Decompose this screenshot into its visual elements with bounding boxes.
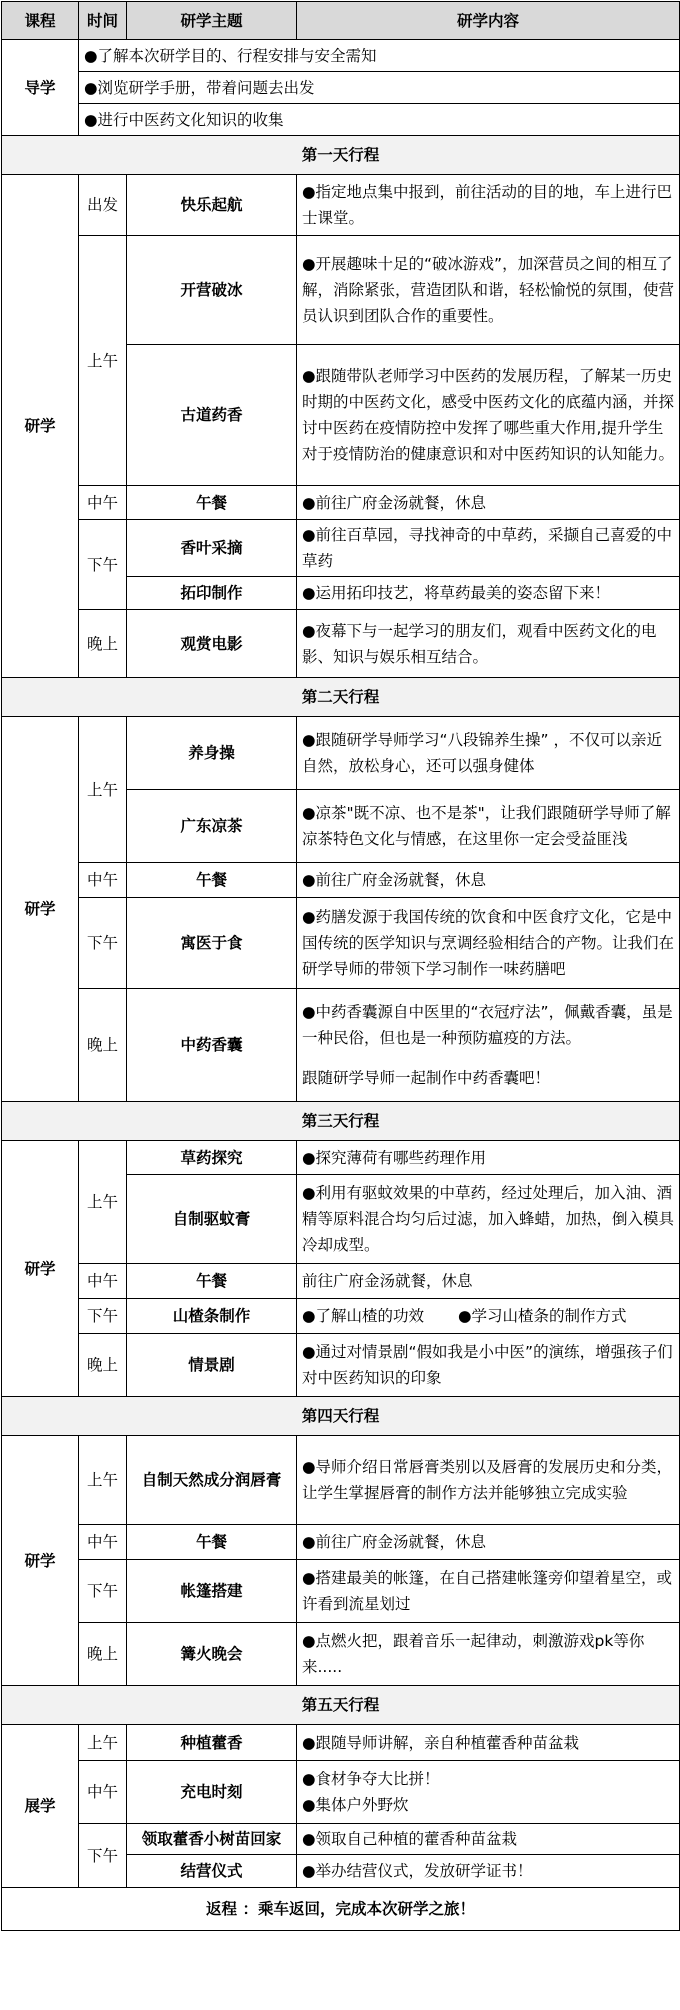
content-cell (297, 1299, 680, 1334)
time-cell: 下午 (79, 1299, 127, 1334)
intro-item: ●了解本次研学目的、行程安排与安全需知 (79, 40, 680, 72)
schedule-row (2, 863, 680, 898)
time-cell: 下午 (79, 520, 127, 610)
content-cell: ●跟随带队老师学习中医药的发展历程，了解某一历史时期的中医药文化，感受中医药文化的底蕴内涵，并探讨中医药在疫情防控中发挥了哪些重大作用,提升学生对于疫情防治的健康意识和对中医药知识的认知能力。 (297, 345, 680, 486)
time-cell: 出发 (79, 175, 127, 236)
theme-cell: 午餐 (127, 1525, 297, 1560)
time-cell: 中午 (79, 863, 127, 898)
schedule-row (2, 1761, 680, 1824)
time-cell: 中午 (79, 1761, 127, 1824)
theme-cell: 山楂条制作 (127, 1299, 297, 1334)
header-time: 时间 (79, 2, 127, 40)
day-title-row (2, 1686, 680, 1725)
content-cell: ●跟随研学导师学习“八段锦养生操” ，不仅可以亲近自然，放松身心，还可以强身健体 (297, 717, 680, 790)
schedule-row (2, 1824, 680, 1855)
schedule-row (2, 236, 680, 345)
time-cell: 晚上 (79, 610, 127, 678)
day-title-row (2, 678, 680, 717)
content-cell: ●指定地点集中报到，前往活动的目的地，车上进行巴士课堂。 (297, 175, 680, 236)
theme-cell: 午餐 (127, 1264, 297, 1299)
schedule-row (2, 1299, 680, 1334)
day1-title: 第一天行程 (2, 136, 680, 175)
content-item: ●了解山楂的功效 (302, 1307, 425, 1325)
theme-cell: 观赏电影 (127, 610, 297, 678)
schedule-row (2, 1623, 680, 1686)
content-paragraph: ●食材争夺大比拼！ (302, 1770, 440, 1788)
header-course: 课程 (2, 2, 79, 40)
schedule-row (2, 717, 680, 790)
schedule-row (2, 1334, 680, 1397)
schedule-row (2, 1560, 680, 1623)
time-cell: 上午 (79, 1725, 127, 1761)
content-cell: ●前往广府金汤就餐，休息 (297, 486, 680, 520)
day-title-row (2, 136, 680, 175)
schedule-row (2, 1436, 680, 1525)
schedule-row (2, 989, 680, 1102)
day5-course: 展学 (2, 1725, 79, 1888)
content-cell: ●通过对情景剧“假如我是小中医”的演练，增强孩子们对中医药知识的印象 (297, 1334, 680, 1397)
theme-cell: 帐篷搭建 (127, 1560, 297, 1623)
schedule-row (2, 898, 680, 989)
theme-cell: 广东凉茶 (127, 790, 297, 863)
time-cell: 上午 (79, 1141, 127, 1264)
theme-cell: 自制驱蚊膏 (127, 1175, 297, 1264)
intro-item: ●进行中医药文化知识的收集 (79, 104, 680, 136)
intro-row (2, 72, 680, 104)
footer-row (2, 1888, 680, 1931)
time-cell: 晚上 (79, 1623, 127, 1686)
time-cell: 上午 (79, 717, 127, 863)
theme-cell: 香叶采摘 (127, 520, 297, 577)
time-cell: 下午 (79, 1560, 127, 1623)
content-cell: ●运用拓印技艺，将草药最美的姿态留下来！ (297, 577, 680, 610)
theme-cell: 午餐 (127, 486, 297, 520)
theme-cell: 古道药香 (127, 345, 297, 486)
schedule-row (2, 1141, 680, 1175)
content-cell: ●领取自己种植的藿香种苗盆栽 (297, 1824, 680, 1855)
schedule-row (2, 486, 680, 520)
theme-cell: 中药香囊 (127, 989, 297, 1102)
intro-item: ●浏览研学手册，带着问题去出发 (79, 72, 680, 104)
content-cell (297, 1761, 680, 1824)
content-cell: ●点燃火把，跟着音乐一起律动，刺激游戏pk等你来..... (297, 1623, 680, 1686)
header-row (2, 2, 680, 40)
intro-row (2, 104, 680, 136)
schedule-row (2, 1264, 680, 1299)
day5-title: 第五天行程 (2, 1686, 680, 1725)
content-item: ●学习山楂条的制作方式 (458, 1307, 627, 1325)
day-title-row (2, 1397, 680, 1436)
day-title-row (2, 1102, 680, 1141)
theme-cell: 结营仪式 (127, 1855, 297, 1888)
return-trip-note: 返程 ：乘车返回，完成本次研学之旅！ (2, 1888, 680, 1931)
content-paragraph: 跟随研学导师一起制作中药香囊吧！ (302, 1069, 551, 1087)
theme-cell: 篝火晚会 (127, 1623, 297, 1686)
time-cell: 上午 (79, 236, 127, 486)
time-cell: 晚上 (79, 989, 127, 1102)
schedule-row (2, 175, 680, 236)
schedule-row (2, 1725, 680, 1761)
schedule-row (2, 520, 680, 577)
time-cell: 中午 (79, 1264, 127, 1299)
theme-cell: 种植藿香 (127, 1725, 297, 1761)
day2-course: 研学 (2, 717, 79, 1102)
content-cell: ●前往广府金汤就餐，休息 (297, 863, 680, 898)
content-cell: ●前往广府金汤就餐，休息 (297, 1525, 680, 1560)
theme-cell: 开营破冰 (127, 236, 297, 345)
theme-cell: 草药探究 (127, 1141, 297, 1175)
content-cell: ●利用有驱蚊效果的中草药，经过处理后，加入油、酒精等原料混合均匀后过滤，加入蜂蜡，加热，倒入模具冷却成型。 (297, 1175, 680, 1264)
time-cell: 晚上 (79, 1334, 127, 1397)
content-cell: ●探究薄荷有哪些药理作用 (297, 1141, 680, 1175)
schedule-row (2, 610, 680, 678)
content-cell: ●导师介绍日常唇膏类别以及唇膏的发展历史和分类，让学生掌握唇膏的制作方法并能够独立完成实验 (297, 1436, 680, 1525)
content-cell: ●跟随导师讲解，亲自种植藿香种苗盆栽 (297, 1725, 680, 1761)
content-cell: 前往广府金汤就餐，休息 (297, 1264, 680, 1299)
content-paragraph: ●中药香囊源自中医里的“衣冠疗法”，佩戴香囊，虽是一种民俗，但也是一种预防瘟疫的方法。 (302, 1003, 673, 1047)
content-cell: ●开展趣味十足的“破冰游戏”，加深营员之间的相互了解，消除紧张，营造团队和谐，轻松愉悦的氛围，使营员认识到团队合作的重要性。 (297, 236, 680, 345)
header-content: 研学内容 (297, 2, 680, 40)
intro-course: 导学 (2, 40, 79, 136)
time-cell: 下午 (79, 898, 127, 989)
theme-cell: 充电时刻 (127, 1761, 297, 1824)
time-cell: 中午 (79, 486, 127, 520)
content-paragraph: ●集体户外野炊 (302, 1796, 409, 1814)
theme-cell: 快乐起航 (127, 175, 297, 236)
content-cell: ●药膳发源于我国传统的饮食和中医食疗文化，它是中国传统的医学知识与烹调经验相结合的产物。让我们在研学导师的带领下学习制作一味药膳吧 (297, 898, 680, 989)
theme-cell: 寓医于食 (127, 898, 297, 989)
day2-title: 第二天行程 (2, 678, 680, 717)
content-cell (297, 989, 680, 1102)
itinerary-table (1, 1, 680, 1931)
time-cell: 中午 (79, 1525, 127, 1560)
theme-cell: 自制天然成分润唇膏 (127, 1436, 297, 1525)
theme-cell: 养身操 (127, 717, 297, 790)
content-cell: ●前往百草园，寻找神奇的中草药，采撷自己喜爱的中草药 (297, 520, 680, 577)
day4-course: 研学 (2, 1436, 79, 1686)
content-cell: ●凉茶"既不凉、也不是茶"，让我们跟随研学导师了解凉茶特色文化与情感，在这里你一定会受益匪浅 (297, 790, 680, 863)
theme-cell: 情景剧 (127, 1334, 297, 1397)
day3-course: 研学 (2, 1141, 79, 1397)
time-cell: 上午 (79, 1436, 127, 1525)
theme-cell: 领取藿香小树苗回家 (127, 1824, 297, 1855)
header-theme: 研学主题 (127, 2, 297, 40)
time-cell: 下午 (79, 1824, 127, 1888)
content-cell: ●举办结营仪式，发放研学证书！ (297, 1855, 680, 1888)
schedule-row (2, 1525, 680, 1560)
content-cell: ●夜幕下与一起学习的朋友们，观看中医药文化的电影、知识与娱乐相互结合。 (297, 610, 680, 678)
day4-title: 第四天行程 (2, 1397, 680, 1436)
intro-row (2, 40, 680, 72)
day1-course: 研学 (2, 175, 79, 678)
theme-cell: 午餐 (127, 863, 297, 898)
theme-cell: 拓印制作 (127, 577, 297, 610)
day3-title: 第三天行程 (2, 1102, 680, 1141)
content-cell: ●搭建最美的帐篷，在自己搭建帐篷旁仰望着星空，或许看到流星划过 (297, 1560, 680, 1623)
